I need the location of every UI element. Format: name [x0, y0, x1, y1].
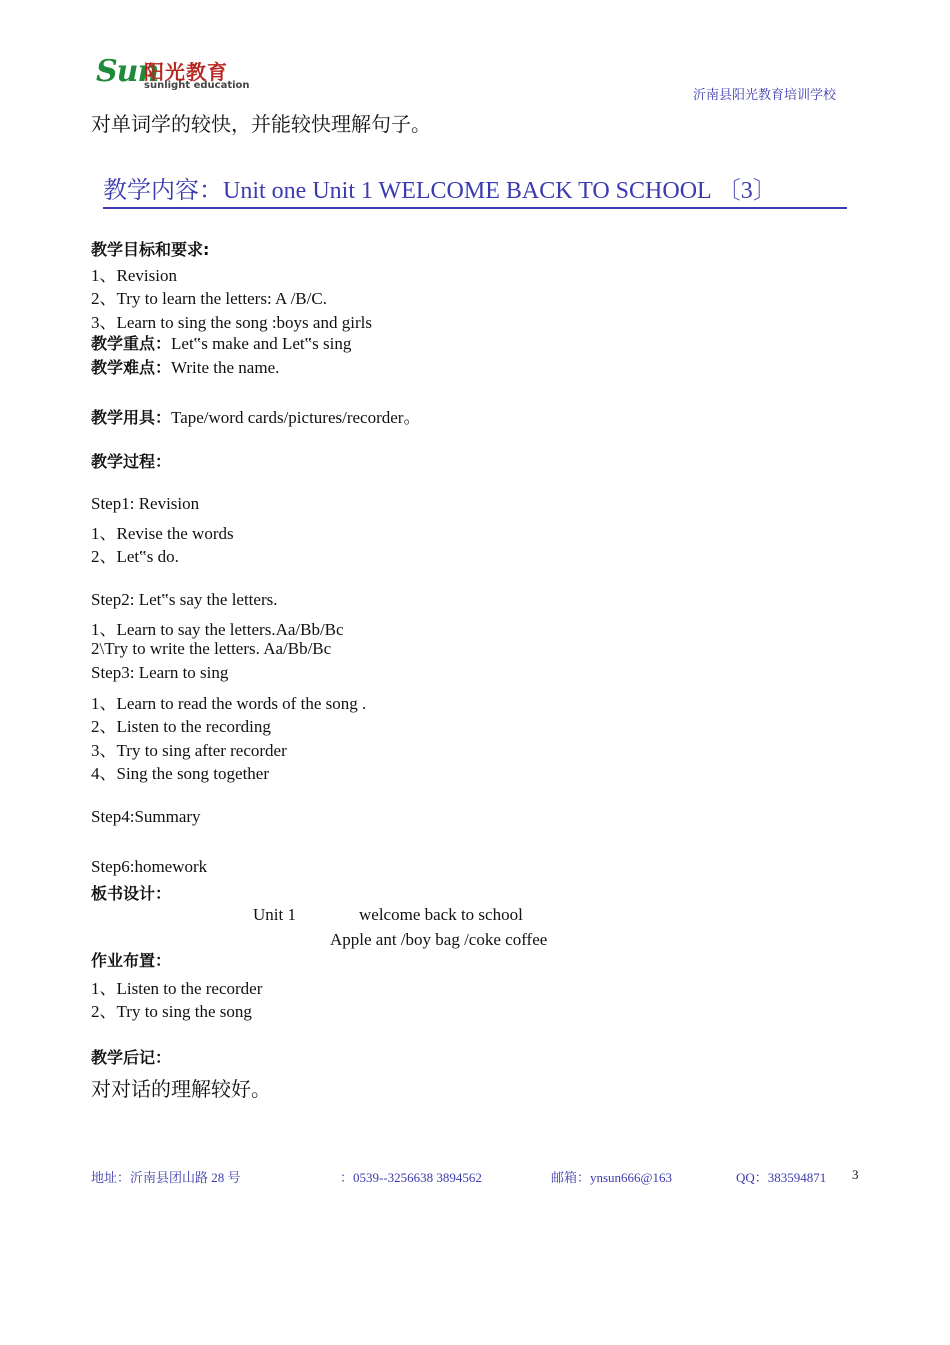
key-points-text: Let‟s make and Let‟s sing [171, 334, 352, 353]
logo-sun-mark: Sun [96, 54, 159, 89]
logo [96, 54, 250, 96]
difficulties [91, 355, 279, 378]
step1-title: Step1: Revision [91, 494, 200, 513]
board-words: Apple ant /boy bag /coke coffee [330, 930, 548, 949]
board-label: 板书设计： [91, 884, 172, 903]
step1-item: 2、Let‟s do. [91, 547, 179, 566]
homework-label: 作业布置： [91, 951, 172, 970]
logo-chinese-name: 阳光教育 [144, 60, 228, 84]
step4-title: Step4:Summary [91, 807, 201, 826]
tools-label: 教学用具： [91, 408, 172, 427]
key-points [91, 331, 351, 354]
footer-email: 邮箱：ynsun666@163 [551, 1170, 673, 1185]
school-name: 沂南县阳光教育培训学校 [692, 87, 836, 102]
tools-text: Tape/word cards/pictures/recorder。 [171, 408, 421, 427]
intro-line: 对单词学的较快，并能较快理解句子。 [91, 114, 431, 136]
goal-item: 3、Learn to sing the song :boys and girls [91, 313, 372, 332]
process-label: 教学过程： [91, 452, 172, 471]
key-points-label: 教学重点： [91, 334, 172, 353]
step2-item: 2\Try to write the letters. Aa/Bb/Bc [91, 639, 332, 658]
step6-title: Step6:homework [91, 857, 208, 876]
difficulties-text: Write the name. [171, 358, 280, 377]
step3-item: 2、Listen to the recording [91, 717, 271, 736]
board-title: welcome back to school [359, 905, 523, 924]
step3-item: 3、Try to sing after recorder [91, 741, 287, 760]
lesson-heading: 教学内容：Unit one Unit 1 WELCOME BACK TO SCHOOL 〔3〕 [103, 170, 847, 209]
goal-item: 1、Revision [91, 266, 177, 285]
tools [91, 403, 420, 428]
goals-label: 教学目标和要求: [91, 240, 210, 259]
step3-item: 4、Sing the song together [91, 764, 270, 783]
step2-title: Step2: Let‟s say the letters. [91, 590, 278, 609]
footer-address: 地址：沂南县团山路 28 号 [91, 1170, 241, 1185]
logo-english-name: sunlight education [144, 80, 250, 91]
difficulties-label: 教学难点： [91, 358, 172, 377]
step3-item: 1、Learn to read the words of the song . [91, 694, 367, 713]
homework-item: 1、Listen to the recorder [91, 979, 263, 998]
footer-phone: ：0539--3256638 3894562 [340, 1170, 482, 1185]
step1-item: 1、Revise the words [91, 524, 234, 543]
footer-qq: QQ：383594871 [736, 1170, 827, 1185]
reflection-label: 教学后记： [91, 1048, 172, 1067]
goal-item: 2、Try to learn the letters: A /B/C. [91, 289, 327, 308]
reflection-text: 对对话的理解较好。 [91, 1079, 271, 1101]
homework-item: 2、Try to sing the song [91, 1002, 252, 1021]
page-number: 3 [852, 1167, 859, 1182]
step2-item: 1、Learn to say the letters.Aa/Bb/Bc [91, 620, 344, 639]
board-unit: Unit 1 [253, 905, 296, 924]
step3-title: Step3: Learn to sing [91, 663, 229, 682]
